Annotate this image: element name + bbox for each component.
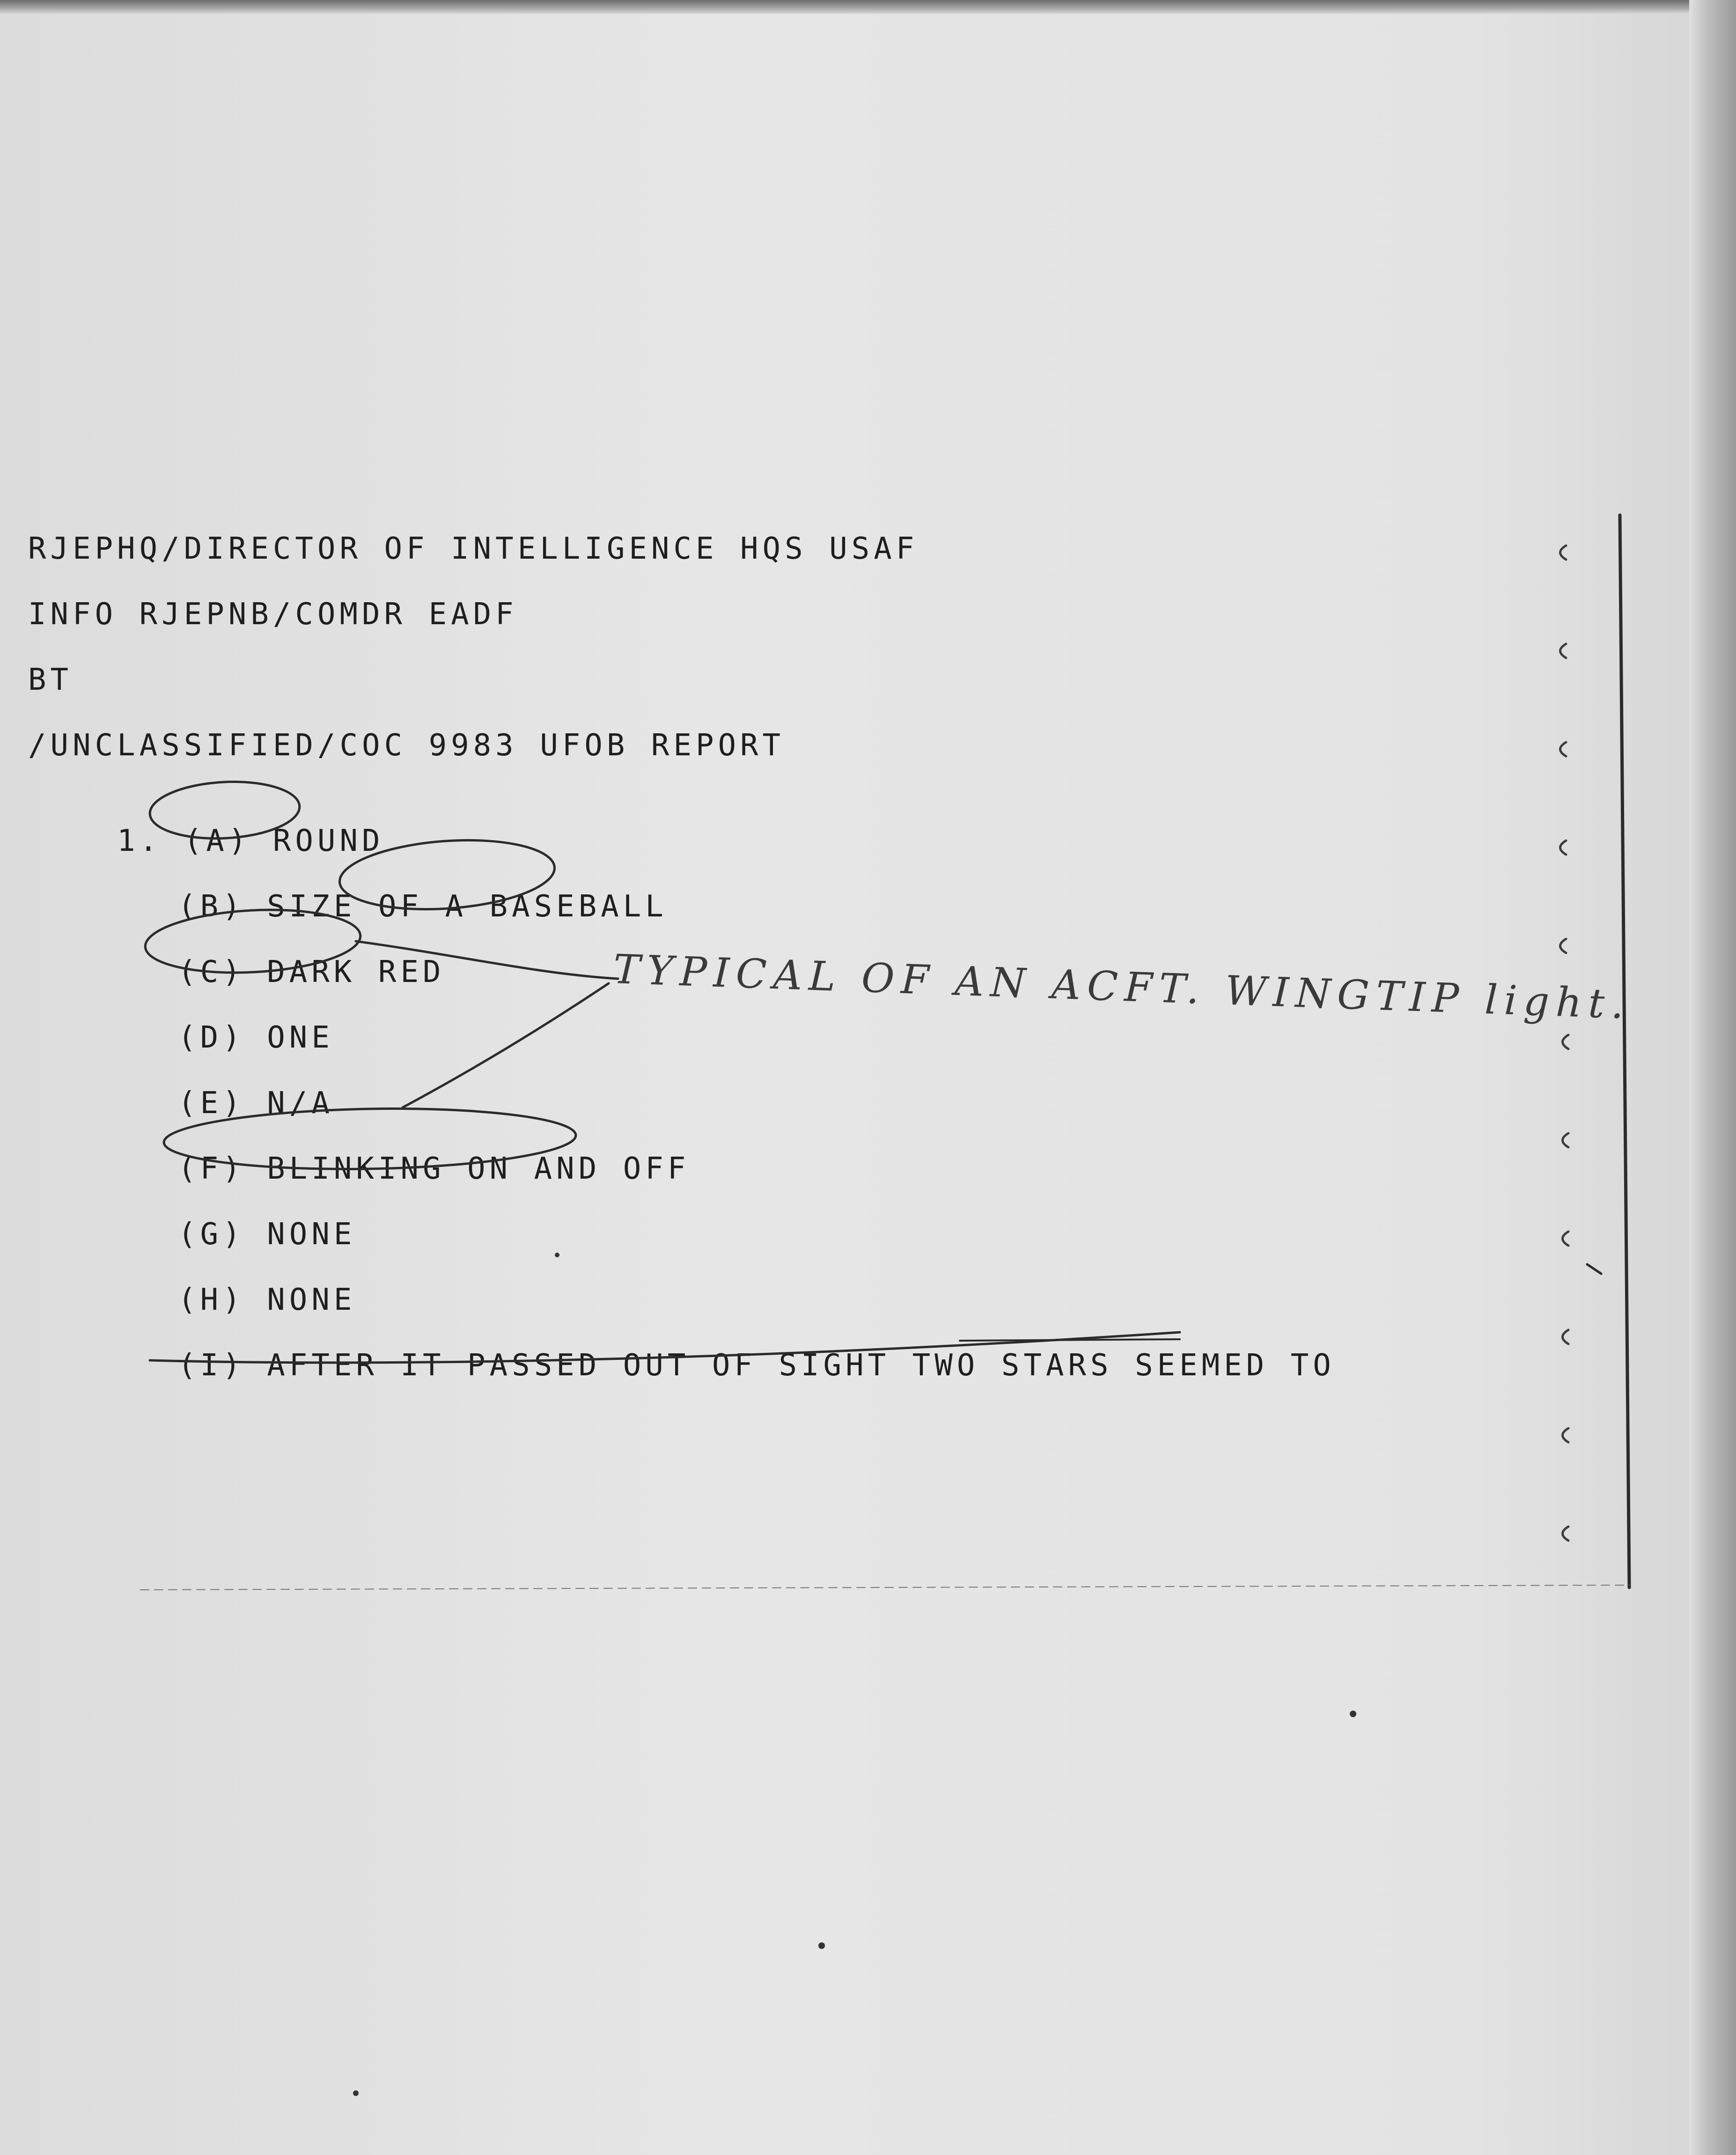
item-value: NONE <box>267 1217 356 1252</box>
item-label: 1. (A) <box>117 824 273 858</box>
item-label: (C) <box>178 955 267 989</box>
binder-mark <box>1560 939 1567 953</box>
item-label: (E) <box>178 1086 267 1121</box>
binder-mark <box>1563 1035 1569 1049</box>
item-label: (B) <box>178 889 267 924</box>
item-value: BLINKING ON AND OFF <box>267 1151 690 1186</box>
item-label: (D) <box>178 1020 267 1055</box>
item-value: AFTER IT PASSED OUT OF SIGHT TWO STARS SEEMED TO <box>267 1348 1335 1383</box>
item-value: ONE <box>267 1020 334 1055</box>
speck <box>353 2090 359 2096</box>
binder-mark <box>1563 1330 1569 1344</box>
item-label: (I) <box>178 1348 267 1383</box>
speck <box>1350 1711 1356 1717</box>
item-value: ROUND <box>272 824 384 858</box>
binder-mark <box>1560 742 1567 756</box>
handwritten-annotation: TYPICAL OF AN ACFT. WINGTIP light. <box>612 946 1632 1028</box>
report-item-i <box>89 1321 1335 1410</box>
item-value: SIZE OF A BASEBALL <box>267 889 668 924</box>
binder-mark <box>1563 1232 1569 1246</box>
binder-mark <box>1560 546 1567 560</box>
header-line-bt: BT <box>28 663 73 697</box>
item-value: NONE <box>267 1283 356 1317</box>
binder-mark <box>1560 644 1567 658</box>
header-line-routing: RJEPHQ/DIRECTOR OF INTELLIGENCE HQS USAF <box>28 531 919 566</box>
item-value: N/A <box>267 1086 334 1121</box>
item-label: (G) <box>178 1217 267 1252</box>
item-label: (F) <box>178 1151 267 1186</box>
margin-rule <box>1620 515 1629 1587</box>
margin-tick <box>1587 1264 1601 1274</box>
header-line-info: INFO RJEPNB/COMDR EADF <box>28 597 518 632</box>
scan-right-edge <box>1689 0 1736 2155</box>
page-cut-line <box>140 1585 1629 1590</box>
binder-mark <box>1563 1133 1569 1147</box>
binder-mark <box>1563 1428 1569 1442</box>
item-label: (H) <box>178 1283 267 1317</box>
header-line-subject: /UNCLASSIFIED/COC 9983 UFOB REPORT <box>28 728 785 763</box>
item-value: DARK RED <box>267 955 445 989</box>
binder-mark <box>1563 1527 1569 1541</box>
speck <box>818 1942 825 1949</box>
speck <box>555 1253 559 1257</box>
binder-mark <box>1560 841 1567 855</box>
scan-top-edge <box>0 0 1736 14</box>
